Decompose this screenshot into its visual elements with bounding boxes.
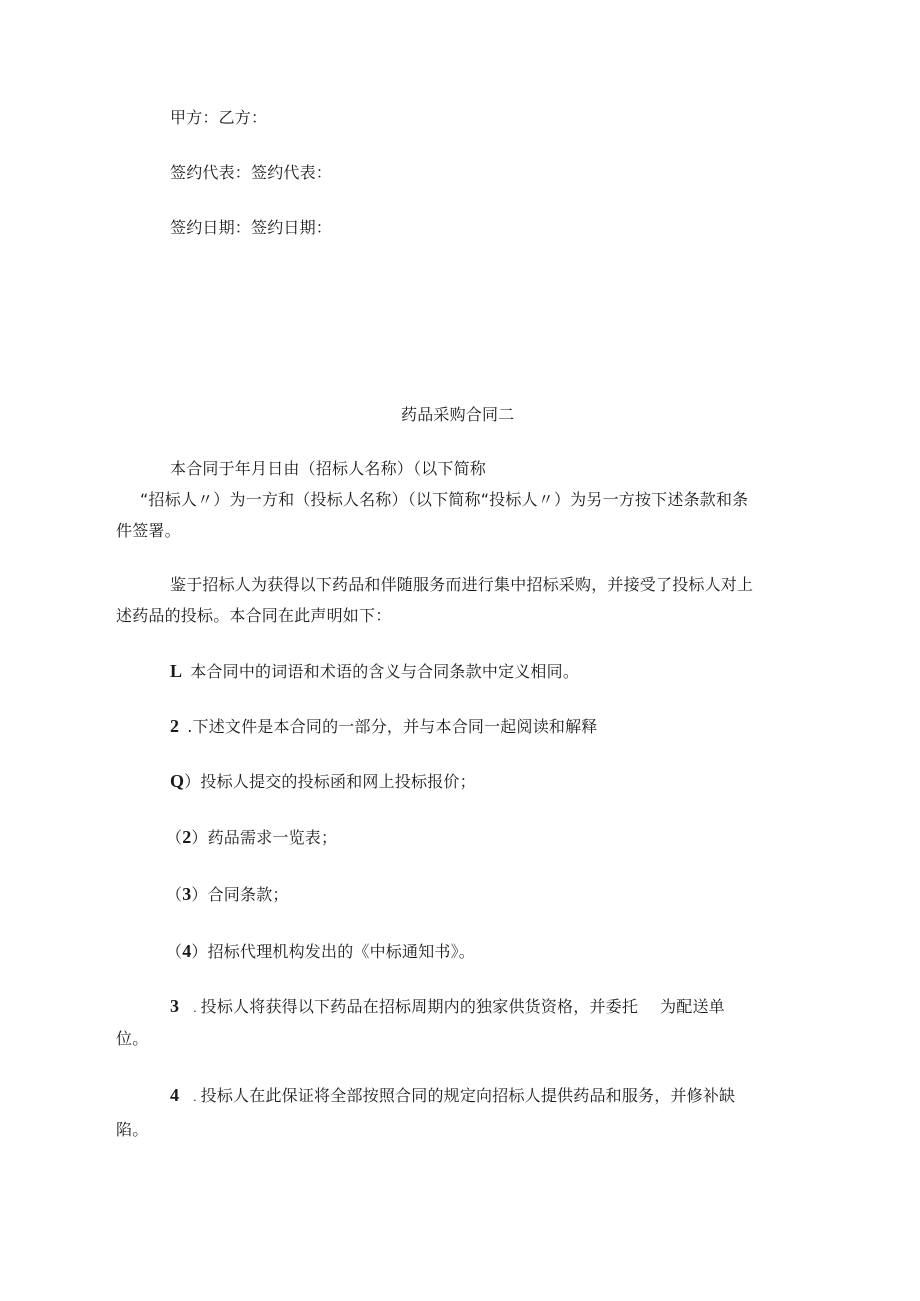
clause-1	[170, 661, 579, 682]
representatives-line: 签约代表：签约代表：	[170, 163, 333, 182]
item-2-text: ）药品需求一览表；	[191, 828, 338, 847]
intro-line-2: “招标人〃）为一方和（投标人名称）（以下简称“投标人〃）为另一方按下述条款和条	[140, 490, 749, 509]
clause-2	[170, 716, 598, 737]
clause-4-continuation: 陷。	[116, 1120, 149, 1139]
item-3-number: 3	[182, 884, 192, 904]
clause-3-continuation: 位。	[116, 1029, 149, 1048]
item-3-open-paren: （	[166, 885, 183, 904]
clause-4-dot: .	[193, 1089, 197, 1104]
item-1-text: ）投标人提交的投标函和网上投标报价；	[184, 772, 476, 791]
clause-1-number: L	[170, 661, 183, 681]
contract-title: 药品采购合同二	[401, 405, 515, 424]
item-4-number: 4	[182, 941, 192, 961]
clause-4-text: 投标人在此保证将全部按照合同的规定向招标人提供药品和服务，并修补缺	[200, 1086, 736, 1105]
item-4-open-paren: （	[166, 942, 183, 961]
whereas-line-1: 鉴于招标人为获得以下药品和伴随服务而进行集中招标采购，并接受了投标人对上	[170, 575, 754, 594]
item-2-open-paren: （	[166, 828, 183, 847]
item-4-text: ）招标代理机构发出的《中标通知书》。	[191, 942, 476, 961]
clause-2-item-1	[170, 771, 476, 792]
item-3-text: ）合同条款；	[191, 885, 289, 904]
clause-3-text-b: 为配送单	[660, 997, 725, 1016]
clause-2-item-4	[166, 941, 475, 962]
clause-2-text: .下述文件是本合同的一部分，并与本合同一起阅读和解释	[187, 717, 598, 736]
clause-3-number: 3	[170, 996, 180, 1016]
clause-2-item-2	[166, 827, 337, 848]
clause-1-text: 本合同中的词语和术语的含义与合同条款中定义相同。	[190, 662, 580, 681]
intro-line-3: 件签署。	[116, 521, 181, 540]
clause-2-item-3	[166, 884, 289, 905]
clause-4	[170, 1085, 735, 1107]
item-2-number: 2	[182, 827, 192, 847]
clause-3-dot: .	[193, 1000, 197, 1015]
clause-2-number: 2	[170, 716, 180, 736]
intro-line-1: 本合同于年月日由（招标人名称）（以下简称	[170, 459, 487, 478]
clause-4-number: 4	[170, 1085, 180, 1105]
parties-line: 甲方：乙方：	[170, 108, 268, 127]
clause-3	[170, 996, 725, 1018]
sign-dates-line: 签约日期：签约日期：	[170, 218, 333, 237]
item-1-number: Q	[170, 771, 185, 791]
whereas-line-2: 述药品的投标。本合同在此声明如下：	[116, 606, 392, 625]
clause-3-text-a: 投标人将获得以下药品在招标周期内的独家供货资格，并委托	[200, 997, 639, 1016]
